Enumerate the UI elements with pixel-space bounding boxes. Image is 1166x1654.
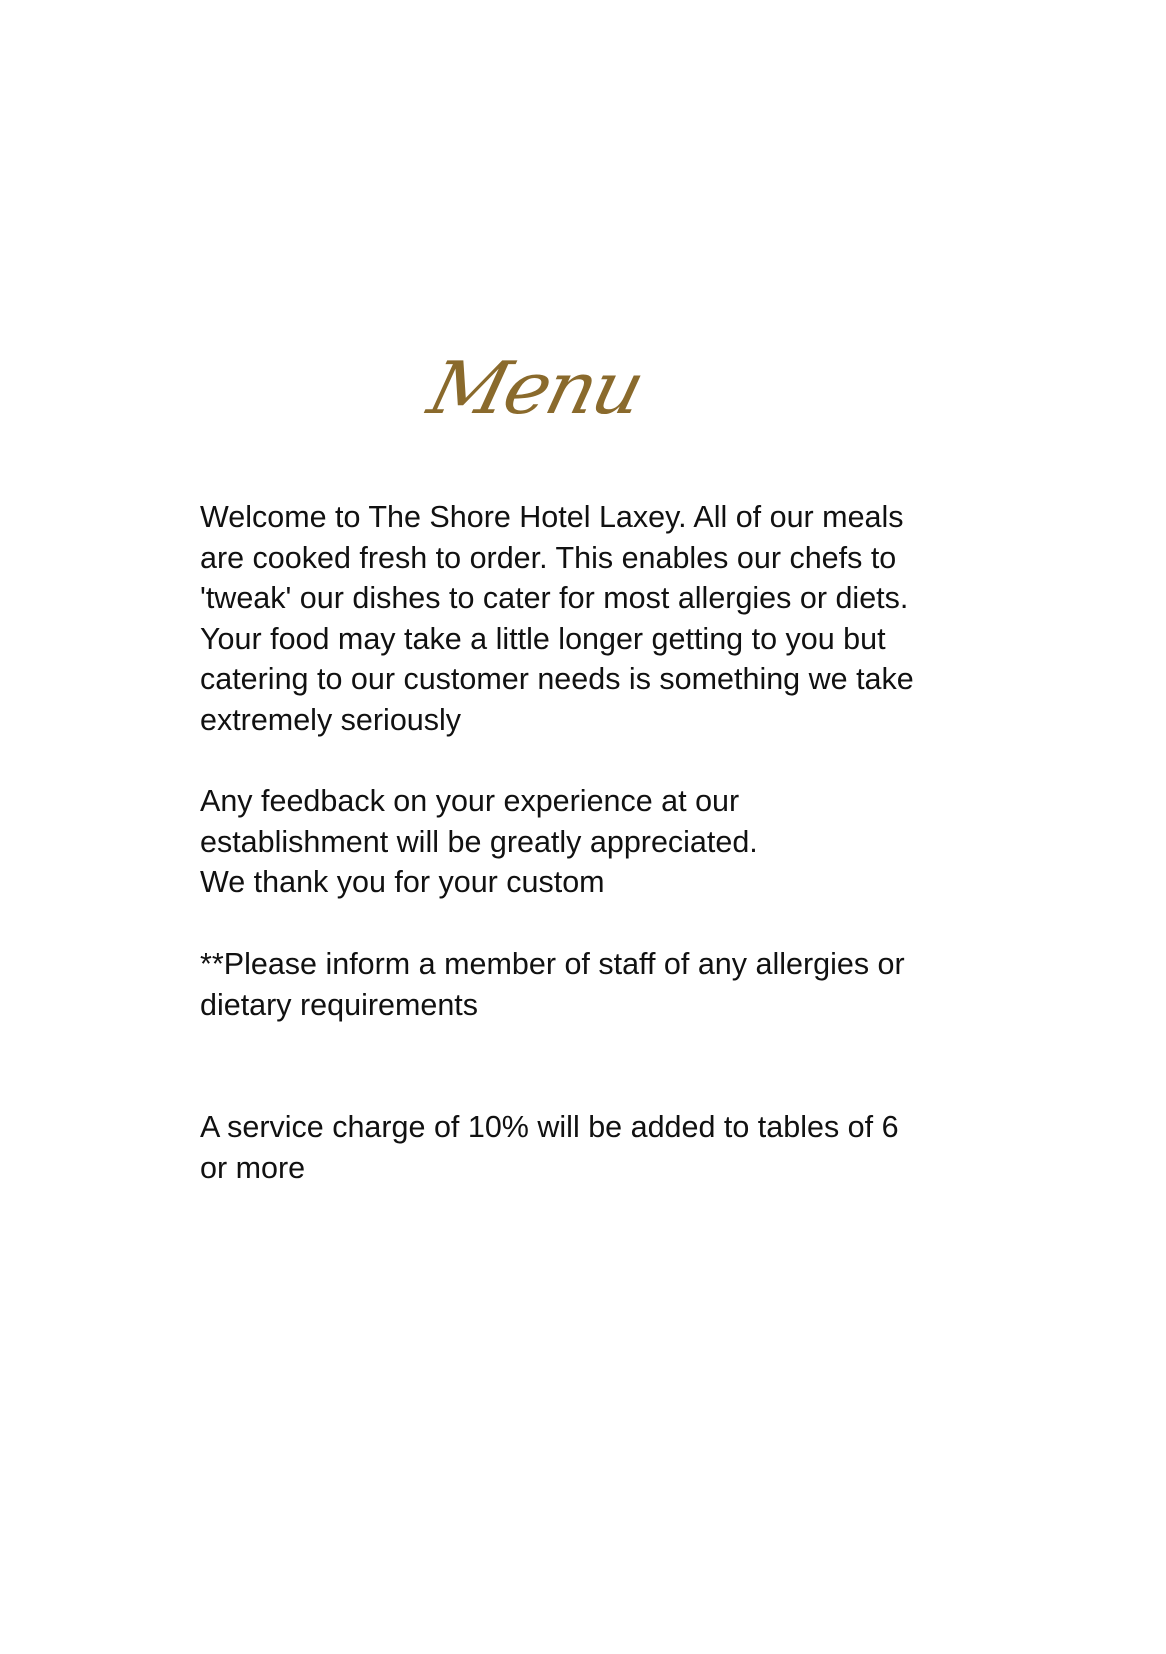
allergy-notice-line: dietary requirements [200, 987, 479, 1022]
service-charge-line: A service charge of 10% will be added to tables of 6 [200, 1110, 899, 1144]
feedback-paragraph [200, 781, 990, 903]
service-charge-paragraph [200, 1107, 990, 1188]
welcome-line: are cooked fresh to order. This enables our chefs to [200, 540, 897, 575]
allergy-notice-line: **Please inform a member of staff of any allergies or [200, 947, 905, 981]
feedback-line: Any feedback on your experience at our [200, 784, 740, 818]
welcome-paragraph [200, 497, 990, 740]
welcome-line: extremely seriously [200, 702, 462, 737]
welcome-line: catering to our customer needs is something we take [200, 662, 914, 696]
feedback-line: We thank you for your custom [200, 865, 605, 899]
page-title: Menu [420, 345, 651, 430]
welcome-line: Your food may take a little longer getting to you but [200, 621, 886, 656]
allergy-notice-paragraph [200, 944, 990, 1025]
service-charge-line: or more [200, 1150, 306, 1185]
feedback-line: establishment will be greatly appreciated. [200, 824, 758, 859]
welcome-line: Welcome to The Shore Hotel Laxey. All of our meals [200, 500, 904, 534]
welcome-line: 'tweak' our dishes to cater for most allergies or diets. [200, 581, 909, 615]
